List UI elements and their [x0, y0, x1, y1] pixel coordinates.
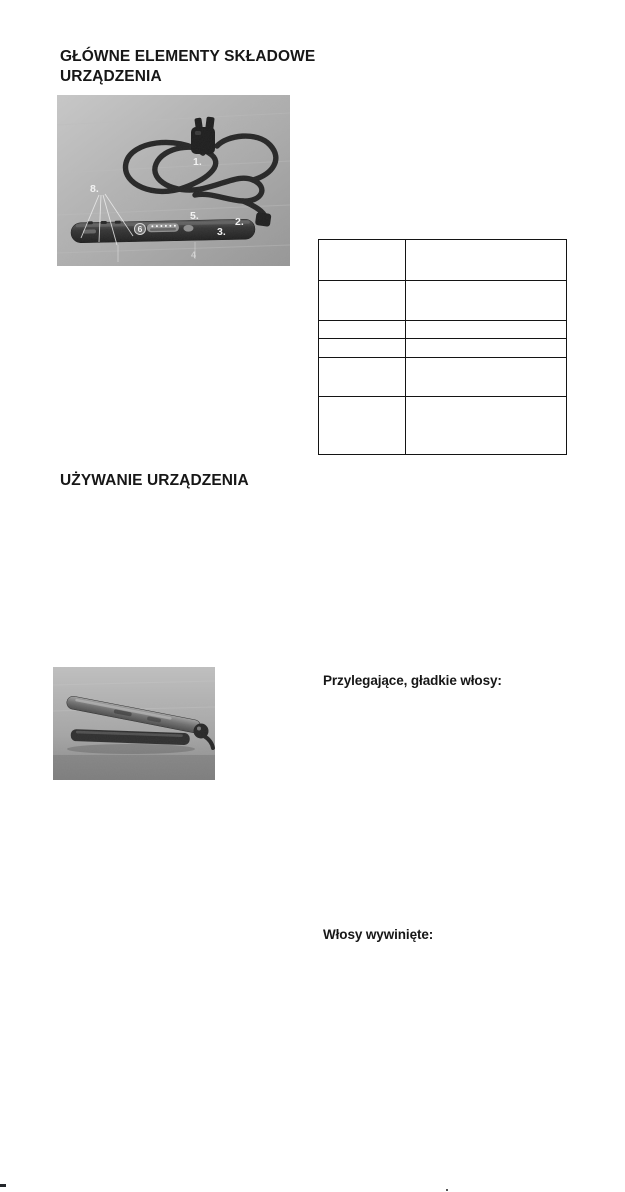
section-title-using-device: UŻYWANIE URZĄDZENIA — [60, 472, 249, 489]
scan-artifact — [0, 1184, 6, 1187]
table-cell — [319, 358, 406, 397]
photo2-grain-overlay — [53, 667, 215, 780]
table-cell — [406, 321, 567, 339]
table-row — [319, 321, 567, 339]
table-cell — [406, 358, 567, 397]
section-title-main-components: GŁÓWNE ELEMENTY SKŁADOWE URZĄDZENIA — [60, 48, 316, 85]
table-row — [319, 281, 567, 321]
table-cell — [406, 397, 567, 455]
table-cell — [319, 321, 406, 339]
table-row — [319, 358, 567, 397]
product-photo-straightener-open — [53, 667, 215, 780]
scan-artifact — [446, 1189, 448, 1191]
style-label-flicked-hair: Włosy wywinięte: — [323, 927, 434, 942]
table-cell — [319, 397, 406, 455]
table-cell — [319, 339, 406, 358]
table-cell — [406, 240, 567, 281]
product-photo-straightener-with-cord — [57, 95, 290, 266]
table-cell — [319, 240, 406, 281]
table-row — [319, 240, 567, 281]
table-row — [319, 397, 567, 455]
table-cell — [406, 339, 567, 358]
table-cell — [406, 281, 567, 321]
table-cell — [319, 281, 406, 321]
photo1-grain-overlay — [57, 95, 290, 266]
style-label-smooth-hair: Przylegające, gładkie włosy: — [323, 673, 502, 688]
parts-spec-table — [318, 239, 567, 455]
table-row — [319, 339, 567, 358]
